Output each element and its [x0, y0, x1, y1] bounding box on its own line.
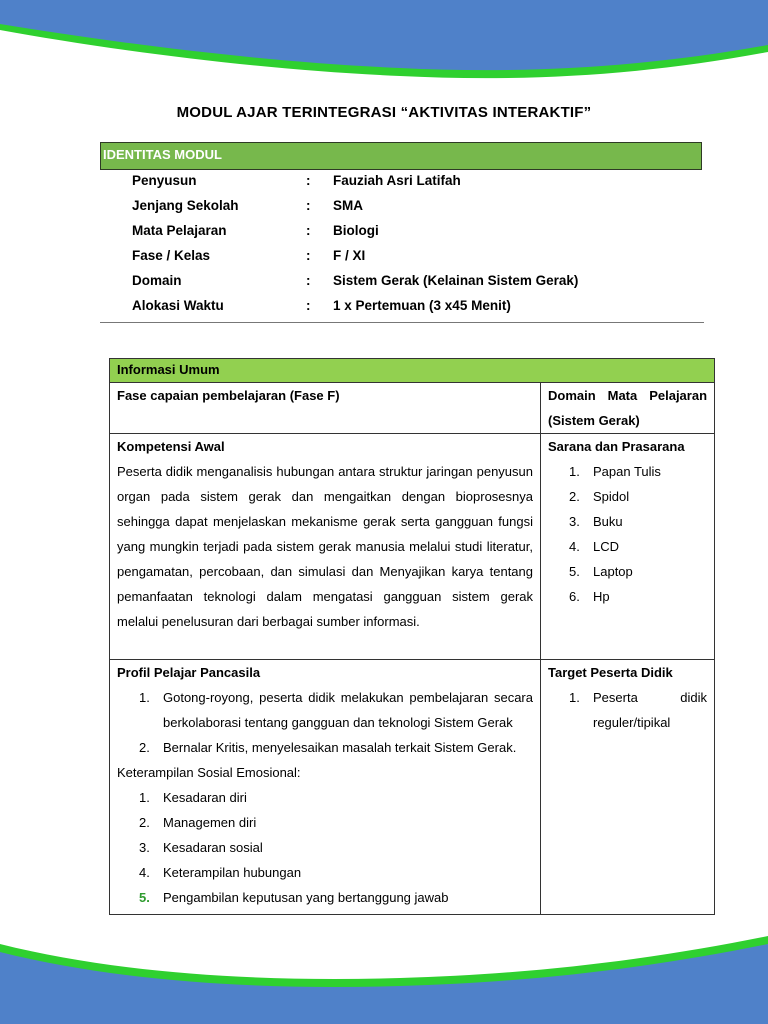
sarana-title: Sarana dan Prasarana	[548, 439, 685, 454]
target-cell	[541, 660, 715, 915]
identitas-modul-list	[132, 172, 692, 322]
list-item: 4. Keterampilan hubungan	[139, 865, 302, 880]
list-item: 6. Hp	[569, 589, 610, 604]
kompetensi-cell	[110, 434, 541, 660]
identitas-colon: :	[306, 223, 311, 238]
target-list	[548, 685, 707, 735]
identitas-label: Penyusun	[132, 173, 197, 188]
kompetensi-title: Kompetensi Awal	[117, 439, 225, 454]
identitas-value: SMA	[333, 198, 363, 213]
identitas-label: Jenjang Sekolah	[132, 198, 239, 213]
identitas-row-fase	[132, 247, 692, 272]
identitas-colon: :	[306, 273, 311, 288]
list-item: 1. Papan Tulis	[569, 464, 661, 479]
identitas-row-domain	[132, 272, 692, 297]
list-item: 1. Kesadaran diri	[139, 790, 247, 805]
identitas-colon: :	[306, 173, 311, 188]
sarana-cell	[541, 434, 715, 660]
list-item: 3. Kesadaran sosial	[139, 840, 263, 855]
identitas-label: Mata Pelajaran	[132, 223, 227, 238]
identitas-divider	[100, 322, 704, 323]
list-item: 1. Peserta didik reguler/tipikal	[569, 690, 708, 730]
identitas-row-jenjang	[132, 197, 692, 222]
list-item: 5. Pengambilan keputusan yang bertanggung jawab	[139, 890, 449, 905]
list-item: 2. Bernalar Kritis, menyelesaikan masalah terkait Sistem Gerak.	[139, 740, 517, 755]
profil-row	[110, 660, 715, 915]
identitas-modul-header: IDENTITAS MODUL	[100, 142, 702, 170]
identitas-colon: :	[306, 248, 311, 263]
fase-row	[110, 383, 715, 434]
identitas-row-mapel	[132, 222, 692, 247]
footer-wave-decoration	[0, 930, 768, 1024]
profil-list	[117, 685, 533, 760]
header-wave-decoration	[0, 0, 768, 90]
document-title: MODUL AJAR TERINTEGRASI “AKTIVITAS INTERAKTIF”	[176, 104, 592, 121]
list-item: 5. Laptop	[569, 564, 633, 579]
fase-capaian-cell: Fase capaian pembelajaran (Fase F)	[110, 383, 541, 434]
profil-cell	[110, 660, 541, 915]
identitas-row-penyusun	[132, 172, 692, 197]
identitas-row-alokasi	[132, 297, 692, 322]
ket-sosial-list	[117, 785, 533, 910]
informasi-umum-header-row	[110, 359, 715, 383]
identitas-value: F / XI	[333, 248, 366, 263]
identitas-label: Fase / Kelas	[132, 248, 211, 263]
informasi-umum-table	[109, 358, 715, 915]
identitas-label: Alokasi Waktu	[132, 298, 224, 313]
ket-sosial-title: Keterampilan Sosial Emosional:	[117, 765, 301, 780]
identitas-value: Sistem Gerak (Kelainan Sistem Gerak)	[333, 273, 579, 288]
identitas-value: 1 x Pertemuan (3 x45 Menit)	[333, 298, 511, 313]
list-item: 2. Managemen diri	[139, 815, 257, 830]
identitas-label: Domain	[132, 273, 182, 288]
list-item: 1. Gotong-royong, peserta didik melakukan pembelajaran secara berkolaborasi tentang gangguan dan teknologi Sistem Gerak	[139, 690, 533, 730]
list-item: 3. Buku	[569, 514, 623, 529]
identitas-value: Fauziah Asri Latifah	[333, 173, 461, 188]
list-item: 4. LCD	[569, 539, 620, 554]
kompetensi-text: Peserta didik menganalisis hubungan antara struktur jaringan penyusun organ pada sistem gerak dan mengaitkan dengan bioprosesnya sehingga dapat menjelaskan mekanisme gerak serta gangguan fungsi yang mungkin terjadi pada sistem gerak manusia melalui studi literatur, pengamatan, percobaan, dan simulasi dan Menyajikan karya tentang pemanfaatan teknologi dalam mengatasi gangguan sistem gerak melalui penelusuran dari berbagai sumber informasi.	[117, 464, 533, 629]
target-title: Target Peserta Didik	[548, 665, 673, 680]
identitas-colon: :	[306, 198, 311, 213]
list-item: 2. Spidol	[569, 489, 630, 504]
informasi-umum-header: Informasi Umum	[110, 359, 715, 383]
identitas-colon: :	[306, 298, 311, 313]
domain-mapel-cell: Domain Mata Pelajaran (Sistem Gerak)	[541, 383, 715, 434]
identitas-value: Biologi	[333, 223, 379, 238]
profil-title: Profil Pelajar Pancasila	[117, 665, 261, 680]
kompetensi-row	[110, 434, 715, 660]
sarana-list	[548, 459, 707, 609]
